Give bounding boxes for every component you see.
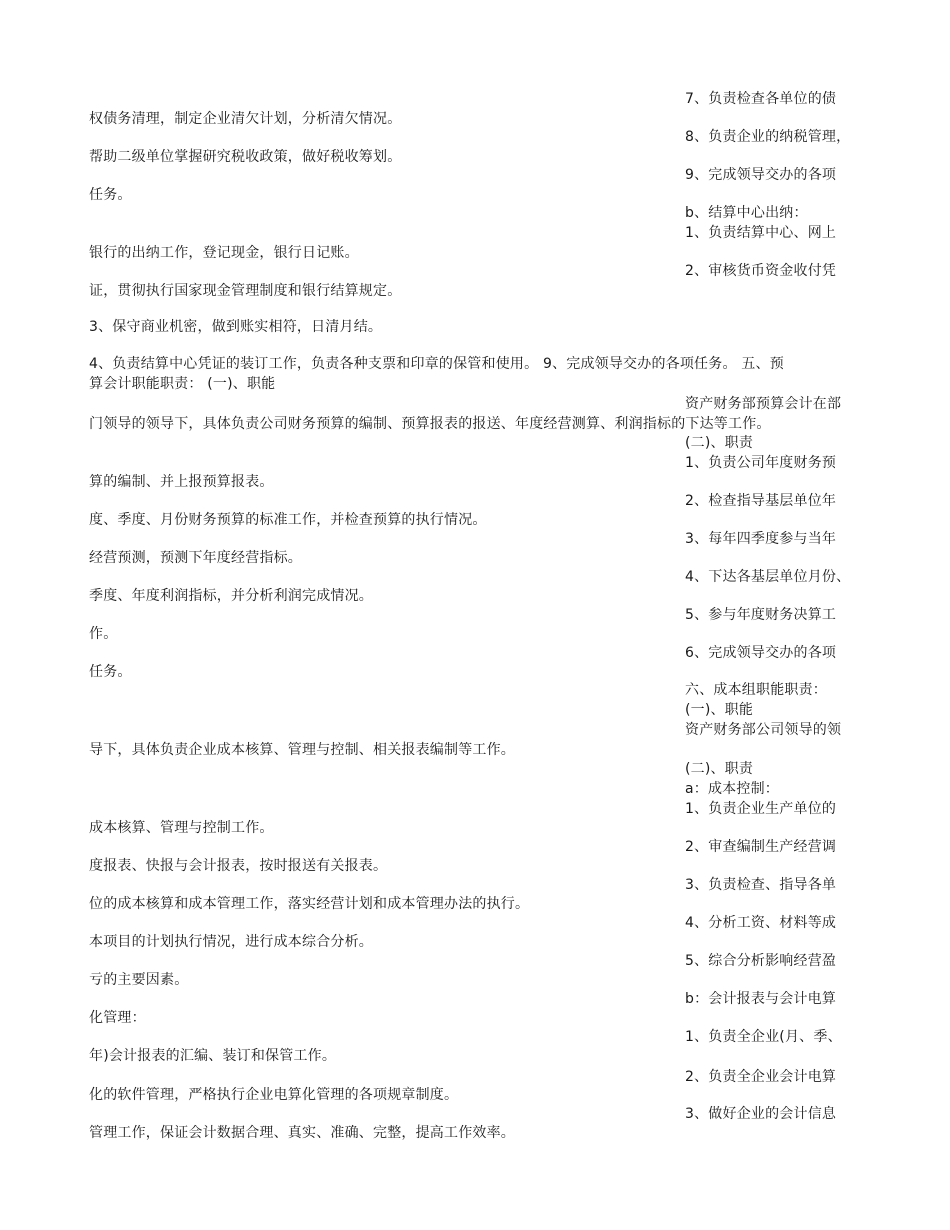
right-text-line: (二)、职责 <box>685 761 754 777</box>
right-text-line: 1、负责结算中心、网上 <box>685 225 837 241</box>
left-text-line: 证，贯彻执行国家现金管理制度和银行结算规定。 <box>89 283 402 299</box>
left-text-line: 管理工作，保证会计数据合理、真实、准确、完整，提高工作效率。 <box>89 1125 515 1141</box>
right-text-line: 2、负责全企业会计电算 <box>685 1069 837 1085</box>
right-text-line: 资产财务部公司领导的领 <box>685 722 842 738</box>
left-text-line: 度报表、快报与会计报表，按时报送有关报表。 <box>89 858 388 874</box>
right-text-line: 7、负责检查各单位的债 <box>685 91 837 107</box>
left-text-line: 算会计职能职责： (一)、职能 <box>89 376 276 392</box>
right-text-line: 9、完成领导交办的各项 <box>685 167 837 183</box>
right-text-line: 8、负责企业的纳税管理， <box>685 129 851 145</box>
right-text-line: (一)、职能 <box>685 702 754 718</box>
left-text-line: 季度、年度利润指标，并分析利润完成情况。 <box>89 588 373 604</box>
left-text-line: 算的编制、并上报预算报表。 <box>89 474 274 490</box>
right-text-line: 2、审核货币资金收付凭 <box>685 263 837 279</box>
right-text-line: 1、负责全企业(月、季、 <box>685 1029 842 1045</box>
right-text-line: 1、负责企业生产单位的 <box>685 801 837 817</box>
left-text-line: 化的软件管理，严格执行企业电算化管理的各项规章制度。 <box>89 1087 459 1103</box>
right-text-line: 5、综合分析影响经营盈 <box>685 953 837 969</box>
left-text-line: 成本核算、管理与控制工作。 <box>89 820 274 836</box>
right-text-line: 6、完成领导交办的各项 <box>685 645 837 661</box>
right-text-line: b：会计报表与会计电算 <box>685 991 837 1007</box>
right-text-line: 3、做好企业的会计信息 <box>685 1106 837 1122</box>
left-text-line: 银行的出纳工作，登记现金，银行日记账。 <box>89 245 359 261</box>
left-text-line: 化管理： <box>89 1010 146 1026</box>
left-text-line: 亏的主要因素。 <box>89 972 189 988</box>
left-text-line: 门领导的领导下，具体负责公司财务预算的编制、预算报表的报送、年度经营测算、利润指标的下达等工作。 <box>89 416 771 432</box>
left-text-line: 位的成本核算和成本管理工作，落实经营计划和成本管理办法的执行。 <box>89 896 530 912</box>
left-text-line: 经营预测，预测下年度经营指标。 <box>89 550 302 566</box>
right-text-line: 3、负责检查、指导各单 <box>685 877 837 893</box>
right-text-line: 5、参与年度财务决算工 <box>685 607 837 623</box>
left-text-line: 帮助二级单位掌握研究税收政策，做好税收筹划。 <box>89 149 402 165</box>
right-text-line: 1、负责公司年度财务预 <box>685 455 837 471</box>
right-text-line: 4、下达各基层单位月份、 <box>685 569 851 585</box>
left-text-line: 4、负责结算中心凭证的装订工作，负责各种支票和印章的保管和使用。 9、完成领导交办的各项任务。 五、预 <box>89 356 784 372</box>
right-text-line: a：成本控制： <box>685 781 779 797</box>
left-text-line: 3、保守商业机密，做到账实相符，日清月结。 <box>89 319 383 335</box>
right-text-line: b、结算中心出纳： <box>685 205 808 221</box>
right-text-line: 4、分析工资、材料等成 <box>685 915 837 931</box>
right-text-line: 六、成本组职能职责： <box>685 682 827 698</box>
left-text-line: 度、季度、月份财务预算的标准工作，并检查预算的执行情况。 <box>89 512 487 528</box>
right-text-line: 2、检查指导基层单位年 <box>685 493 837 509</box>
right-text-line: 资产财务部预算会计在部 <box>685 396 842 412</box>
right-text-line: 3、每年四季度参与当年 <box>685 531 837 547</box>
left-text-line: 导下，具体负责企业成本核算、管理与控制、相关报表编制等工作。 <box>89 742 515 758</box>
right-text-line: 2、审查编制生产经营调 <box>685 839 837 855</box>
left-text-line: 权债务清理，制定企业清欠计划，分析清欠情况。 <box>89 111 402 127</box>
left-text-line: 年)会计报表的汇编、装订和保管工作。 <box>89 1048 337 1064</box>
left-text-line: 本项目的计划执行情况，进行成本综合分析。 <box>89 934 373 950</box>
left-text-line: 任务。 <box>89 664 132 680</box>
left-text-line: 作。 <box>89 626 118 642</box>
right-text-line: (二)、职责 <box>685 435 754 451</box>
left-text-line: 任务。 <box>89 187 132 203</box>
